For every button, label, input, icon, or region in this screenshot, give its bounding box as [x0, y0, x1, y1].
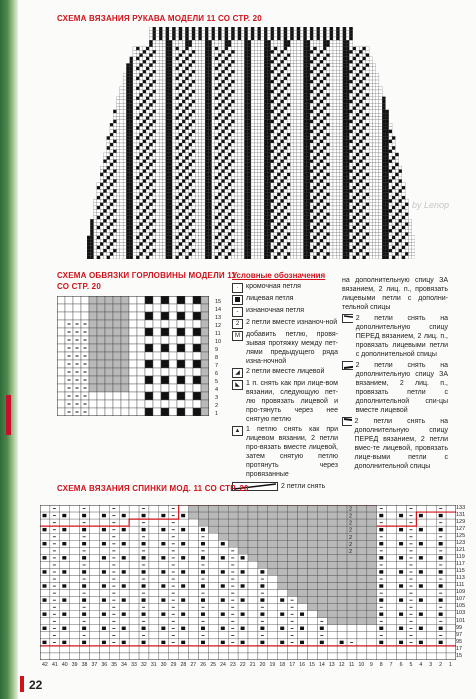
- back-column-number: 12: [338, 662, 345, 668]
- legend-heading: Условные обозначения: [232, 271, 326, 280]
- purl-stitch-icon: -: [232, 307, 243, 317]
- back-row-number: 125: [456, 533, 466, 540]
- back-column-number: 30: [160, 662, 167, 668]
- back-column-number: 6: [399, 662, 403, 668]
- sleeve-chart-title: СХЕМА ВЯЗАНИЯ РУКАВА МОДЕЛИ 11 СО СТР. 20: [57, 14, 262, 23]
- legend-column-1: [232, 271, 338, 492]
- back-column-number: 36: [101, 662, 108, 668]
- back-column-number: 26: [200, 662, 207, 668]
- neck-chart: [57, 296, 209, 416]
- edge-stitch-icon: ·: [232, 283, 243, 293]
- legend-item-cross-back: 2 петли снять: [232, 482, 338, 491]
- legend-item-make-one: M добавить петлю, провя-зывая протяжку между пет-лями предыдущего ряда изна-ночной: [232, 330, 338, 366]
- neck-row-number: 5: [215, 379, 219, 385]
- back-row-number: 115: [456, 568, 465, 575]
- back-row-number: 15: [456, 652, 463, 659]
- back-row-number: 17: [456, 645, 463, 652]
- legend-item-sk2p: ▲ 1 петлю снять как при лицевом вязании, 2 петли про-вязать вместе лицевой, затем снятую петлю протянуть через провязанные: [232, 425, 338, 479]
- back-row-number: 117: [456, 561, 465, 568]
- page-number-marker: [20, 676, 24, 692]
- page-number: 22: [29, 678, 43, 692]
- back-column-number: 38: [81, 662, 88, 668]
- neck-row-number: 11: [215, 331, 221, 337]
- back-row-number: 113: [456, 575, 465, 582]
- legend-item-ssk: ◣ 1 п. снять как при лице-вом вязании, следующую пет-лю провязать лицевой и про-тянуть через нее снятую петлю: [232, 379, 338, 424]
- neck-chart-title-line1: СХЕМА ОБВЯЗКИ ГОРЛОВИНЫ МОДЕЛИ 11: [57, 271, 237, 280]
- back-column-number: 39: [71, 662, 78, 668]
- back-column-numbers: [40, 662, 455, 668]
- back-row-number: 111: [456, 582, 465, 589]
- back-row-number: 129: [456, 519, 466, 526]
- back-column-number: 10: [358, 662, 365, 668]
- back-row-number: 131: [456, 512, 466, 519]
- back-chart-title: СХЕМА ВЯЗАНИЯ СПИНКИ МОД. 11 СО СТР. 20: [57, 484, 249, 493]
- legend-item-edge: · кромочная петля: [232, 282, 338, 293]
- back-row-number: 107: [456, 596, 466, 603]
- back-column-number: 21: [249, 662, 256, 668]
- make-one-icon: M: [232, 331, 243, 341]
- neck-row-number: 3: [215, 395, 219, 401]
- back-column-number: 28: [180, 662, 187, 668]
- back-column-number: 35: [111, 662, 118, 668]
- binding-red-tab: [6, 395, 11, 435]
- legend-item-cross-front: 2 петли снять на дополнительную спицу ПЕРЕД вязанием, 2 лиц. п., провязать лицевыми петли с дополнительной спицы: [342, 314, 448, 359]
- back-row-number: 97: [456, 631, 463, 638]
- neck-row-number: 1: [215, 411, 219, 417]
- back-column-number: 32: [140, 662, 147, 668]
- back-row-numbers: [456, 505, 474, 660]
- legend-item-knit: лицевая петля: [232, 294, 338, 305]
- back-column-number: 4: [419, 662, 423, 668]
- k2tog-purl-icon: 2: [232, 319, 243, 329]
- legend-item-cross-back-dec: 2 петли снять на дополнительную спицу ЗА вязанием, 2 лиц. п., провязать петли с дополнительной спи-цы вместе лицевой: [342, 361, 448, 415]
- back-row-number: 109: [456, 589, 466, 596]
- back-row-number: 95: [456, 638, 463, 645]
- legend-item-cross-front-dec: 2 петли снять на дополнительную спицу ПЕРЕД вязанием, 2 петли вмес-те лицевой, провязать лице-выми петли с дополнительной спицы: [342, 417, 448, 471]
- back-column-number: 16: [299, 662, 305, 668]
- neck-row-number: 9: [215, 347, 219, 353]
- back-column-number: 27: [190, 662, 197, 668]
- back-column-number: 31: [150, 662, 157, 668]
- neck-row-number: 7: [215, 363, 219, 369]
- back-chart: [40, 505, 456, 660]
- back-column-number: 14: [318, 662, 325, 668]
- back-row-number: 99: [456, 624, 463, 631]
- neck-chart-title-line2: СО СТР. 20: [57, 282, 101, 291]
- magazine-binding-edge: [0, 0, 18, 699]
- back-column-number: 7: [389, 662, 393, 668]
- neck-row-number: 15: [215, 299, 222, 305]
- legend-column-2: [342, 276, 448, 472]
- k2tog-icon: ◢: [232, 368, 243, 378]
- back-row-number: 101: [456, 617, 466, 624]
- back-column-number: 34: [121, 662, 127, 668]
- back-column-number: 37: [91, 662, 98, 668]
- knit-stitch-icon: [232, 295, 243, 305]
- back-column-number: 9: [369, 662, 373, 668]
- back-row-number: 105: [456, 603, 466, 610]
- cross-2-back-dec-icon: [342, 361, 353, 370]
- back-column-number: 41: [51, 662, 58, 668]
- back-row-number: 133: [456, 505, 466, 511]
- legend-item-cross-back-cont: на дополнительную спицу ЗА вязанием, 2 лиц. п., провязать лицевыми петли с дополни-тельной спицы: [342, 277, 448, 311]
- neck-row-numbers: [215, 298, 229, 418]
- back-column-number: 8: [379, 662, 383, 668]
- neck-row-number: 2: [215, 403, 219, 409]
- neck-row-number: 4: [215, 387, 219, 393]
- ssk-icon: ◣: [232, 380, 243, 390]
- back-column-number: 1: [449, 662, 452, 668]
- sk2p-icon: ▲: [232, 426, 243, 436]
- back-column-number: 17: [289, 662, 296, 668]
- back-column-number: 18: [279, 662, 286, 668]
- back-column-number: 2: [439, 662, 443, 668]
- back-column-number: 20: [259, 662, 266, 668]
- back-column-number: 25: [210, 662, 216, 668]
- neck-row-number: 6: [215, 371, 219, 377]
- back-row-number: 127: [456, 526, 466, 533]
- cross-2-front-dec-icon: [342, 417, 352, 426]
- legend-item-purl: - изнаночная петля: [232, 306, 338, 317]
- neck-row-number: 8: [215, 355, 219, 361]
- back-column-number: 22: [239, 662, 246, 668]
- neck-row-number: 10: [215, 339, 222, 345]
- back-column-number: 19: [269, 662, 276, 668]
- back-column-number: 3: [429, 662, 433, 668]
- back-column-number: 5: [409, 662, 413, 668]
- neck-row-number: 14: [215, 307, 222, 313]
- back-column-number: 40: [61, 662, 68, 668]
- legend-item-k2tog-purl: 2 2 петли вместе изнаноч-ной: [232, 318, 338, 329]
- back-row-number: 123: [456, 540, 466, 547]
- back-column-number: 29: [170, 662, 177, 668]
- neck-row-number: 13: [215, 315, 222, 321]
- watermark: by Lenoр: [412, 200, 450, 210]
- cross-2-front-icon: [342, 314, 353, 323]
- back-column-number: 23: [229, 662, 236, 668]
- back-column-number: 33: [131, 662, 137, 668]
- back-column-number: 42: [42, 662, 48, 668]
- neck-row-number: 12: [215, 323, 222, 329]
- back-column-number: 11: [348, 662, 355, 668]
- back-row-number: 119: [456, 554, 465, 561]
- back-column-number: 13: [328, 662, 335, 668]
- back-row-number: 103: [456, 610, 466, 617]
- back-column-number: 24: [220, 662, 226, 668]
- back-column-number: 15: [309, 662, 315, 668]
- sleeve-chart: [87, 27, 415, 259]
- legend-item-k2tog: ◢ 2 петли вместе лицевой: [232, 367, 338, 378]
- back-row-number: 121: [456, 547, 466, 554]
